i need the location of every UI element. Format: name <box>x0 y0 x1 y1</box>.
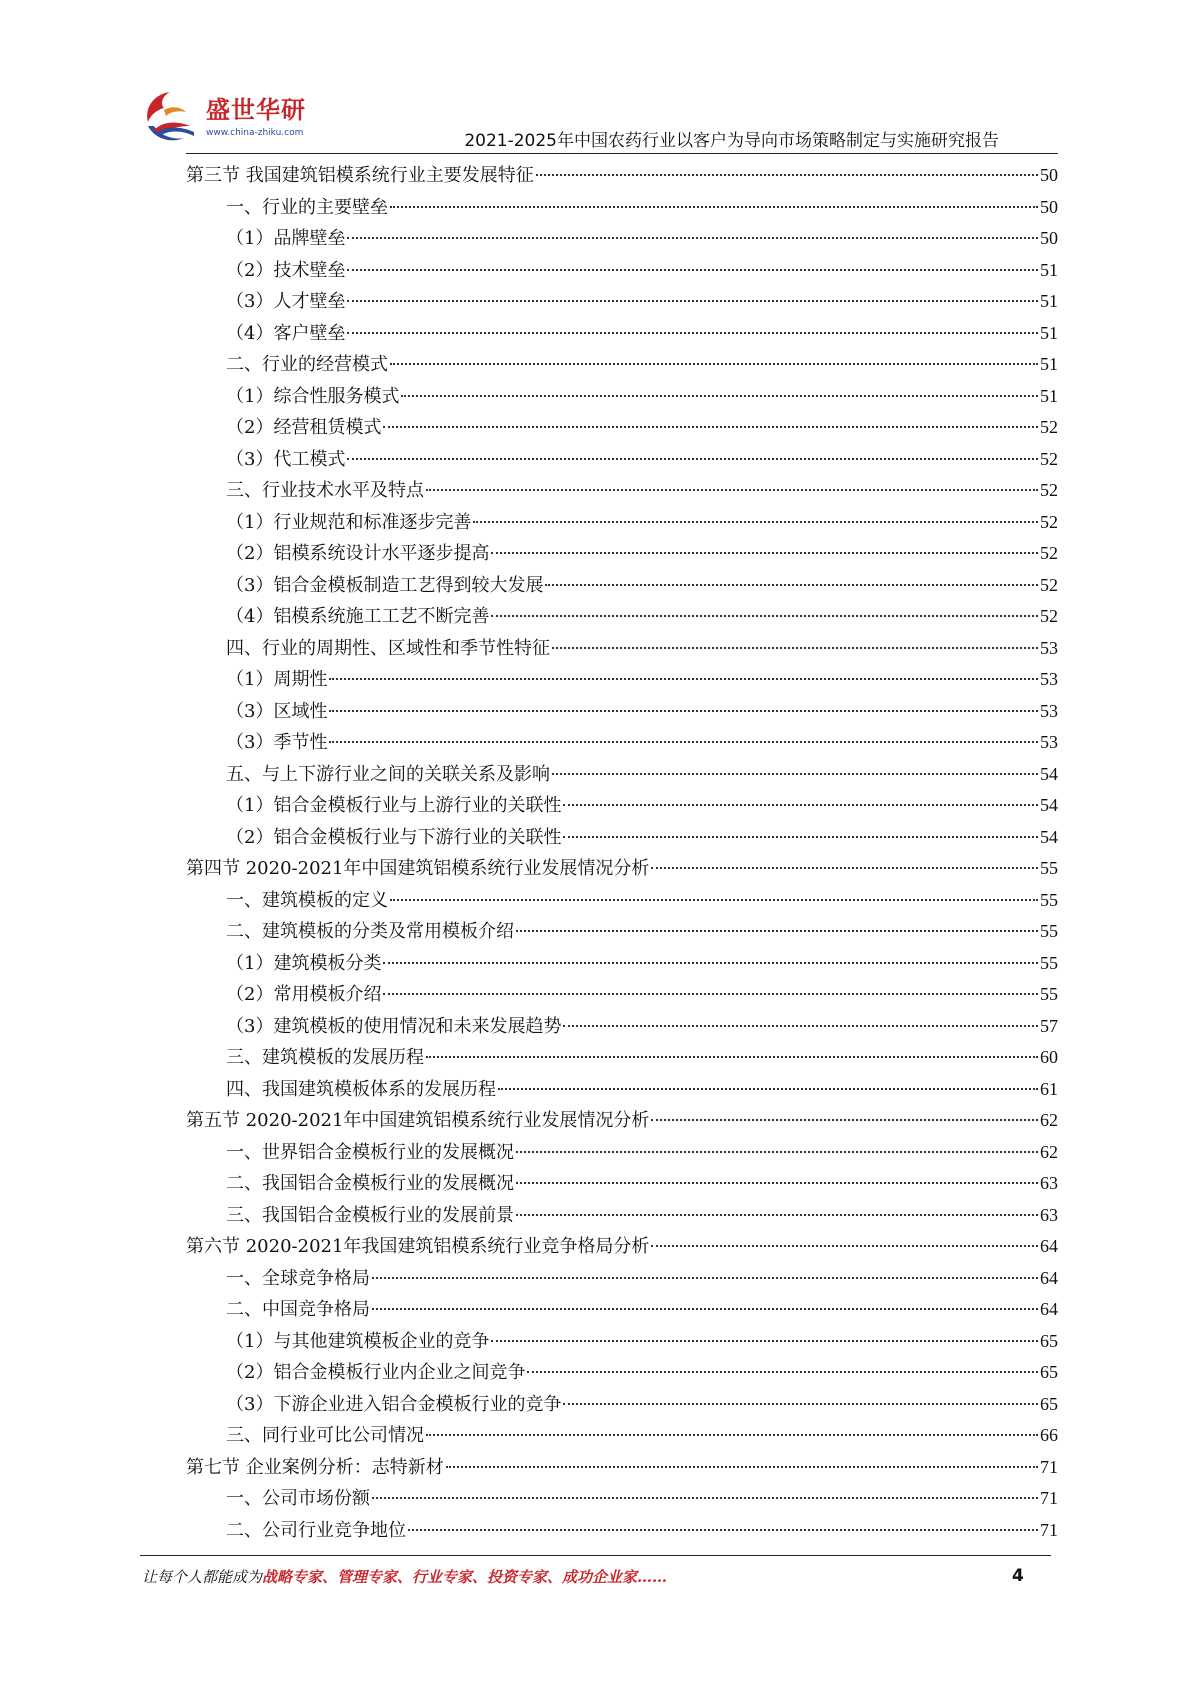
toc-entry-title: 三、我国铝合金模板行业的发展前景 <box>226 1204 514 1226</box>
toc-entry-title: （1）周期性 <box>226 669 328 690</box>
toc-entry-title: （2）经营租赁模式 <box>226 417 382 438</box>
toc-entry-page: 64 <box>1040 1299 1058 1319</box>
toc-entry-page: 71 <box>1040 1488 1058 1508</box>
toc-entry-page: 64 <box>1040 1236 1058 1256</box>
toc-dot-leader <box>516 1213 1038 1216</box>
footer-slogan <box>142 1566 667 1587</box>
toc-entry-title: （2）铝模系统设计水平逐步提高 <box>226 543 490 564</box>
toc-entry[interactable] <box>186 601 1058 633</box>
toc-dot-leader <box>491 551 1038 554</box>
toc-entry-title: （1）品牌壁垒 <box>226 228 346 249</box>
toc-entry-title: 二、我国铝合金模板行业的发展概况 <box>226 1173 514 1194</box>
toc-entry-page: 63 <box>1040 1204 1058 1225</box>
toc-entry-title: 第七节 企业案例分析：志特新材 <box>186 1456 444 1478</box>
toc-entry-page: 54 <box>1040 826 1058 847</box>
toc-entry-title: （3）代工模式 <box>226 448 346 470</box>
toc-entry[interactable] <box>186 318 1058 350</box>
toc-dot-leader <box>426 1433 1038 1436</box>
toc-dot-leader <box>651 866 1038 869</box>
toc-dot-leader <box>491 614 1038 617</box>
toc-entry-title: 一、建筑模板的定义 <box>226 889 388 911</box>
toc-dot-leader <box>372 1496 1038 1499</box>
toc-dot-leader <box>491 1339 1038 1342</box>
table-of-contents <box>186 160 1058 1546</box>
page-number: 4 <box>1012 1566 1024 1586</box>
toc-entry-page: 55 <box>1040 984 1058 1004</box>
toc-entry[interactable] <box>186 1326 1058 1358</box>
logo-text: 盛世华研 <box>206 96 306 124</box>
toc-entry-title: （1）与其他建筑模板企业的竞争 <box>226 1330 490 1352</box>
toc-entry-title: 四、我国建筑模板体系的发展历程 <box>226 1078 496 1100</box>
toc-dot-leader <box>473 520 1038 523</box>
toc-entry-title: （3）铝合金模板制造工艺得到较大发展 <box>226 574 544 596</box>
toc-entry-title: （4）铝模系统施工工艺不断完善 <box>226 606 490 627</box>
toc-entry-page: 55 <box>1040 952 1058 973</box>
toc-entry-page: 61 <box>1040 1078 1058 1099</box>
toc-entry[interactable] <box>186 759 1058 791</box>
toc-entry-title: （1）综合性服务模式 <box>226 385 400 407</box>
toc-entry-title: （2）技术壁垒 <box>226 259 346 281</box>
toc-dot-leader <box>516 1150 1038 1153</box>
toc-dot-leader <box>347 236 1038 239</box>
toc-entry[interactable] <box>186 1452 1058 1484</box>
logo-emblem-icon <box>140 86 202 148</box>
toc-entry[interactable] <box>186 192 1058 224</box>
slogan-prefix: 让每个人都能成为 <box>142 1568 263 1586</box>
toc-entry-page: 52 <box>1040 574 1058 595</box>
toc-dot-leader <box>446 1465 1038 1468</box>
toc-dot-leader <box>390 898 1038 901</box>
toc-dot-leader <box>516 1181 1038 1184</box>
toc-entry-page: 66 <box>1040 1425 1058 1445</box>
toc-entry-page: 57 <box>1040 1015 1058 1036</box>
toc-dot-leader <box>372 1307 1038 1310</box>
toc-entry[interactable] <box>186 727 1058 759</box>
toc-entry-page: 54 <box>1040 763 1058 784</box>
toc-dot-leader <box>347 331 1038 334</box>
header-divider <box>186 153 1058 154</box>
toc-entry[interactable] <box>186 853 1058 885</box>
toc-dot-leader <box>408 1528 1038 1531</box>
footer-divider <box>140 1555 1051 1556</box>
toc-entry[interactable] <box>186 507 1058 539</box>
toc-dot-leader <box>372 1276 1038 1279</box>
toc-entry-page: 63 <box>1040 1173 1058 1193</box>
toc-entry-page: 51 <box>1040 322 1058 343</box>
toc-entry-title: 第五节 2020-2021年中国建筑铝模系统行业发展情况分析 <box>186 1110 650 1131</box>
toc-dot-leader <box>651 1244 1038 1247</box>
toc-entry-page: 55 <box>1040 858 1058 878</box>
toc-entry[interactable] <box>186 1263 1058 1295</box>
toc-entry-title: 一、世界铝合金模板行业的发展概况 <box>226 1141 514 1163</box>
toc-entry-page: 62 <box>1040 1110 1058 1130</box>
toc-entry[interactable] <box>186 160 1058 192</box>
toc-entry-page: 51 <box>1040 291 1058 311</box>
toc-entry[interactable] <box>186 1074 1058 1106</box>
toc-entry-title: （2）铝合金模板行业内企业之间竞争 <box>226 1362 526 1383</box>
toc-entry[interactable] <box>186 916 1058 948</box>
toc-entry-page: 50 <box>1040 165 1058 185</box>
toc-entry-page: 71 <box>1040 1519 1058 1540</box>
toc-entry[interactable] <box>186 979 1058 1011</box>
toc-entry[interactable] <box>186 790 1058 822</box>
toc-entry[interactable] <box>186 822 1058 854</box>
toc-entry-page: 55 <box>1040 921 1058 941</box>
report-title: 2021-2025年中国农药行业以客户为导向市场策略制定与实施研究报告 <box>464 131 999 151</box>
toc-entry[interactable] <box>186 1515 1058 1547</box>
toc-entry-page: 52 <box>1040 417 1058 437</box>
toc-entry[interactable] <box>186 696 1058 728</box>
toc-entry-page: 52 <box>1040 448 1058 469</box>
toc-dot-leader <box>383 992 1038 995</box>
toc-dot-leader <box>401 394 1038 397</box>
toc-dot-leader <box>347 268 1038 271</box>
toc-entry-page: 53 <box>1040 669 1058 689</box>
toc-dot-leader <box>527 1370 1038 1373</box>
toc-dot-leader <box>563 1402 1038 1405</box>
toc-entry-title: 二、中国竞争格局 <box>226 1299 370 1320</box>
toc-entry-page: 71 <box>1040 1456 1058 1477</box>
toc-entry[interactable] <box>186 286 1058 318</box>
toc-entry-page: 53 <box>1040 732 1058 752</box>
toc-entry[interactable] <box>186 1042 1058 1074</box>
toc-entry[interactable] <box>186 570 1058 602</box>
toc-entry-title: 三、行业技术水平及特点 <box>226 480 424 501</box>
toc-entry-page: 52 <box>1040 543 1058 563</box>
toc-dot-leader <box>498 1087 1038 1090</box>
toc-entry-title: （3）区域性 <box>226 700 328 722</box>
toc-entry-title: 五、与上下游行业之间的关联关系及影响 <box>226 763 550 785</box>
toc-entry-title: 三、建筑模板的发展历程 <box>226 1047 424 1068</box>
toc-entry-title: 第三节 我国建筑铝模系统行业主要发展特征 <box>186 165 534 186</box>
toc-dot-leader <box>383 425 1038 428</box>
toc-entry[interactable] <box>186 223 1058 255</box>
toc-dot-leader <box>536 173 1038 176</box>
toc-entry-page: 52 <box>1040 606 1058 626</box>
toc-entry[interactable] <box>186 255 1058 287</box>
toc-entry-page: 62 <box>1040 1141 1058 1162</box>
toc-entry-title: 二、建筑模板的分类及常用模板介绍 <box>226 921 514 942</box>
toc-dot-leader <box>563 1024 1038 1027</box>
toc-entry-page: 52 <box>1040 480 1058 500</box>
toc-dot-leader <box>651 1118 1038 1121</box>
toc-entry-page: 54 <box>1040 795 1058 815</box>
toc-dot-leader <box>426 488 1038 491</box>
toc-dot-leader <box>390 205 1038 208</box>
toc-entry[interactable] <box>186 1357 1058 1389</box>
toc-entry-page: 51 <box>1040 354 1058 374</box>
toc-entry-title: （2）常用模板介绍 <box>226 984 382 1005</box>
toc-entry-page: 51 <box>1040 385 1058 406</box>
toc-dot-leader <box>552 646 1038 649</box>
toc-entry[interactable] <box>186 1389 1058 1421</box>
toc-entry[interactable] <box>186 349 1058 381</box>
toc-entry[interactable] <box>186 538 1058 570</box>
toc-dot-leader <box>563 835 1038 838</box>
toc-entry-page: 50 <box>1040 228 1058 248</box>
toc-entry-page: 53 <box>1040 637 1058 658</box>
toc-entry-page: 64 <box>1040 1267 1058 1288</box>
toc-dot-leader <box>347 299 1038 302</box>
toc-entry-title: 第六节 2020-2021年我国建筑铝模系统行业竞争格局分析 <box>186 1236 650 1257</box>
toc-entry-title: 第四节 2020-2021年中国建筑铝模系统行业发展情况分析 <box>186 858 650 879</box>
toc-dot-leader <box>383 961 1038 964</box>
toc-entry[interactable] <box>186 381 1058 413</box>
toc-entry[interactable] <box>186 633 1058 665</box>
toc-entry-title: （1）建筑模板分类 <box>226 952 382 974</box>
logo-url: www.china-zhiku.com <box>206 128 304 138</box>
toc-entry-title: 二、行业的经营模式 <box>226 354 388 375</box>
toc-entry[interactable] <box>186 664 1058 696</box>
toc-dot-leader <box>329 709 1038 712</box>
toc-entry[interactable] <box>186 1294 1058 1326</box>
toc-entry[interactable] <box>186 1231 1058 1263</box>
toc-entry-page: 53 <box>1040 700 1058 721</box>
toc-entry[interactable] <box>186 444 1058 476</box>
toc-entry-title: 四、行业的周期性、区域性和季节性特征 <box>226 637 550 659</box>
toc-entry-page: 51 <box>1040 259 1058 280</box>
toc-dot-leader <box>516 929 1038 932</box>
toc-entry-title: 二、公司行业竞争地位 <box>226 1519 406 1541</box>
toc-entry[interactable] <box>186 1105 1058 1137</box>
toc-dot-leader <box>329 740 1038 743</box>
toc-entry-page: 65 <box>1040 1330 1058 1351</box>
toc-entry[interactable] <box>186 1420 1058 1452</box>
toc-dot-leader <box>426 1055 1038 1058</box>
toc-entry-page: 60 <box>1040 1047 1058 1067</box>
toc-entry-title: 一、全球竞争格局 <box>226 1267 370 1289</box>
toc-entry-page: 65 <box>1040 1362 1058 1382</box>
toc-entry-title: （3）建筑模板的使用情况和未来发展趋势 <box>226 1015 562 1037</box>
toc-entry-title: （3）人才壁垒 <box>226 291 346 312</box>
toc-entry-title: 一、公司市场份额 <box>226 1488 370 1509</box>
toc-entry-title: 三、同行业可比公司情况 <box>226 1425 424 1446</box>
toc-entry-page: 50 <box>1040 196 1058 217</box>
toc-entry[interactable] <box>186 412 1058 444</box>
toc-entry-page: 55 <box>1040 889 1058 910</box>
toc-entry[interactable] <box>186 475 1058 507</box>
toc-entry[interactable] <box>186 885 1058 917</box>
toc-entry-title: （3）季节性 <box>226 732 328 753</box>
toc-entry-title: （1）行业规范和标准逐步完善 <box>226 511 472 533</box>
toc-entry[interactable] <box>186 1137 1058 1169</box>
slogan-highlight: 战略专家、管理专家、行业专家、投资专家、成功企业家…… <box>262 1568 668 1586</box>
toc-dot-leader <box>390 362 1038 365</box>
toc-entry[interactable] <box>186 948 1058 980</box>
toc-entry[interactable] <box>186 1011 1058 1043</box>
toc-entry-page: 52 <box>1040 511 1058 532</box>
toc-entry[interactable] <box>186 1168 1058 1200</box>
toc-entry[interactable] <box>186 1483 1058 1515</box>
toc-dot-leader <box>552 772 1038 775</box>
toc-dot-leader <box>545 583 1038 586</box>
toc-entry-title: （4）客户壁垒 <box>226 322 346 344</box>
toc-dot-leader <box>347 457 1038 460</box>
toc-entry-title: 一、行业的主要壁垒 <box>226 196 388 218</box>
toc-entry-title: （3）下游企业进入铝合金模板行业的竞争 <box>226 1393 562 1415</box>
toc-entry-title: （1）铝合金模板行业与上游行业的关联性 <box>226 795 562 816</box>
toc-entry-page: 65 <box>1040 1393 1058 1414</box>
toc-entry-title: （2）铝合金模板行业与下游行业的关联性 <box>226 826 562 848</box>
toc-dot-leader <box>329 677 1038 680</box>
toc-dot-leader <box>563 803 1038 806</box>
toc-entry[interactable] <box>186 1200 1058 1232</box>
company-logo <box>140 84 320 150</box>
